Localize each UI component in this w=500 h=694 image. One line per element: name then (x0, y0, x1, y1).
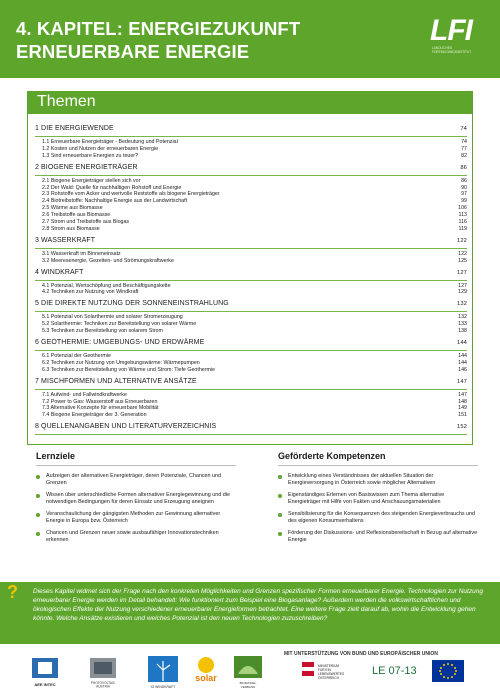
bullet-item (278, 473, 478, 487)
bullet-item (278, 511, 478, 525)
chapter-title-line1: 4. KAPITEL: ENERGIEZUKUNFT (16, 18, 301, 39)
svg-text:BIOMASSE-: BIOMASSE- (239, 681, 257, 685)
sponsor-footer (0, 646, 500, 694)
toc-entry-page: 122 (458, 250, 467, 257)
toc-entry-label: 2.4 Biotreibstoffe: Nachhaltige Energie aus der Landwirtschaft (42, 198, 188, 205)
lernziele-list (36, 473, 236, 549)
toc-section (35, 236, 467, 246)
toc-divider (35, 280, 467, 281)
toc-entry-label: 6.1 Potenzial der Geothermie (42, 353, 111, 360)
bullet-dot-icon (278, 475, 282, 479)
toc-entry-page: 149 (458, 405, 467, 412)
svg-text:FÜR EIN: FÜR EIN (318, 668, 331, 672)
toc-section-page: 74 (460, 126, 467, 132)
lfi-logo (426, 16, 486, 58)
le-07-13-label: LE 07-13 (372, 665, 417, 677)
toc-entry (35, 191, 467, 198)
toc-section-label: 6 GEOTHERMIE: UMGEBUNGS- UND ERDWÄRME (35, 339, 205, 347)
bullet-dot-icon (36, 475, 40, 479)
toc-entry-page: 151 (458, 412, 467, 419)
table-of-contents (35, 124, 467, 437)
themen-panel (27, 91, 473, 445)
toc-entry (35, 258, 467, 265)
bullet-dot-icon (278, 532, 282, 536)
toc-entry (35, 153, 467, 160)
toc-section (35, 299, 467, 309)
kompetenzen-divider (278, 465, 478, 466)
toc-entry (35, 139, 467, 146)
toc-entry-label: 5.3 Techniken zur Bereitstellung von solarem Strom (42, 328, 163, 335)
eu-flag-logo (430, 658, 466, 684)
toc-entry-label: 2.2 Der Wald: Quelle für nachhaltigen Rohstoff und Energie (42, 184, 182, 191)
toc-entry-label: 3.2 Meeresenergie, Gezeiten- und Strömungskraftwerke (42, 257, 174, 264)
toc-entry-label: 7.4 Biogene Energieträger der 3. Generation (42, 412, 147, 419)
bullet-item (36, 492, 236, 506)
bullet-text: Aufzeigen der alternativen Energieträger, deren Potenziale, Chancen und Grenzen (46, 473, 222, 486)
toc-entry (35, 212, 467, 219)
toc-section-page: 152 (457, 424, 467, 431)
toc-entry (35, 178, 467, 185)
toc-entry (35, 360, 467, 367)
toc-entry (35, 185, 467, 192)
toc-entry (35, 219, 467, 226)
toc-entry (35, 251, 467, 258)
toc-divider (35, 389, 467, 390)
toc-entry-label: 7.1 Aufwind- und Fallwindkraftwerke (42, 391, 127, 398)
chapter-header (0, 0, 500, 78)
toc-entry-label: 1.3 Sind erneuerbare Energien zu teuer? (42, 152, 138, 159)
toc-divider (35, 175, 467, 176)
ministerium-logo (300, 660, 360, 690)
bullet-item (36, 473, 236, 487)
question-mark-icon: ? (7, 582, 18, 602)
toc-section (35, 268, 467, 278)
toc-entry-label: 2.3 Rohstoffe vom Acker und wertvolle Reststoffe als biogene Energieträger (42, 191, 220, 198)
question-text: Dieses Kapitel widmet sich der Frage nach den konkreten Möglichkeiten und Grenzen spezifischer Formen erneuerbarer Energie. Technologien zur Nutzung erneuerbarer Energie werden im Detail behandelt: Wie funktioniert zum Beispiel eine Biogasanlage? Außerdem werden die volkswirtschaftlichen und ökologischen Effekte der Nutzung verschiedener erneuerbarer Energieformen betrachtet. Eine weitere Frage zielt darauf ab, wohin die Entwicklung gehen könnte. Welche Ansätze existieren und welches Potenzial ist den neuen Technologien zuzuschreiben? (33, 588, 483, 622)
toc-entry-page: 148 (458, 398, 467, 405)
toc-entry (35, 328, 467, 335)
svg-text:VERBAND: VERBAND (240, 685, 256, 689)
toc-entry-page: 133 (458, 321, 467, 328)
toc-section (35, 124, 467, 134)
toc-entry-page: 144 (458, 359, 467, 366)
toc-entry-page: 144 (458, 353, 467, 360)
toc-entry-page: 74 (461, 139, 467, 145)
toc-entry-page: 82 (461, 152, 467, 159)
toc-section-page: 122 (457, 237, 467, 244)
toc-section-label: 5 DIE DIREKTE NUTZUNG DER SONNENEINSTRAHLUNG (35, 300, 229, 308)
toc-entry-label: 5.1 Potenzial von Solarthermie und solarer Stromerzeugung (42, 314, 183, 321)
bullet-dot-icon (278, 513, 282, 517)
svg-text:ÖSTERREICH: ÖSTERREICH (318, 676, 339, 680)
toc-entry-label: 2.7 Strom und Treibstoffe aus Biogas (42, 219, 130, 226)
toc-entry-label: 3.1 Wasserkraft im Binneneinsatz (42, 250, 121, 257)
bullet-text: Chancen und Grenzen neuer sowie ausbaufähiger Innovationstechniken erkennen (46, 530, 219, 543)
chapter-title-line2: ERNEUERBARE ENERGIE (16, 41, 250, 62)
bullet-item (278, 492, 478, 506)
bullet-item (36, 511, 236, 525)
toc-entry (35, 353, 467, 360)
toc-entry-label: 2.5 Wärme aus Biomasse (42, 205, 103, 212)
austria-solar-logo (186, 654, 226, 690)
toc-entry-label: 2.6 Treibstoffe aus Biomasse (42, 212, 111, 219)
toc-entry-page: 86 (461, 177, 467, 184)
toc-entry (35, 412, 467, 419)
lfi-logo-text: LFI (430, 14, 472, 47)
ig-windkraft-logo (146, 654, 180, 690)
kompetenzen-title: Geförderte Kompetenzen (278, 451, 386, 461)
toc-section-label: 2 BIOGENE ENERGIETRÄGER (35, 163, 138, 171)
toc-entry-page: 97 (461, 191, 467, 198)
toc-entry (35, 198, 467, 205)
toc-entry (35, 321, 467, 328)
lfi-logo-subtitle: LÄNDLICHES FORTBILDUNGSINSTITUT (432, 46, 472, 54)
bullet-dot-icon (36, 513, 40, 517)
toc-entry-label: 7.2 Power to Gas: Wasserstoff aus Erneuerbaren (42, 398, 158, 405)
toc-entry-page: 132 (458, 314, 467, 321)
toc-section-label: 7 MISCHFORMEN UND ALTERNATIVE ANSÄTZE (35, 377, 197, 385)
toc-entry-page: 138 (458, 328, 467, 335)
toc-entry-page: 125 (458, 257, 467, 264)
toc-entry-page: 99 (461, 198, 467, 205)
aee-intec-label: AEE INTEC (34, 682, 56, 687)
toc-entry-label: 6.2 Techniken zur Nutzung von Umgebungswärme: Wärmepumpen (42, 359, 200, 366)
themen-heading-bar (28, 92, 472, 114)
toc-entry (35, 283, 467, 290)
bullet-text: Veranschaulichung der gängigsten Methoden zur Gewinnung alternativer Energie in Europa bzw. Österreich (46, 511, 221, 524)
bullet-dot-icon (36, 494, 40, 498)
austria-solar-label: solar (195, 673, 217, 683)
aee-intec-logo (30, 656, 60, 688)
toc-entry-page: 90 (461, 184, 467, 191)
toc-entry (35, 405, 467, 412)
toc-entry-page: 77 (461, 145, 467, 152)
toc-entry-label: 4.2 Techniken zur Nutzung von Windkraft (42, 289, 139, 296)
toc-entry-label: 4.1 Potenzial, Wertschöpfung und Beschäftigungskette (42, 282, 171, 289)
toc-entry (35, 392, 467, 399)
toc-entry-label: 1.2 Kosten und Nutzen der erneuerbaren Energie (42, 145, 159, 152)
bullet-text: Entwicklung eines Verständnisses der aktuellen Situation der Energieversorgung in Österreich sowie möglicher Alternativen (288, 473, 436, 486)
toc-section (35, 338, 467, 348)
toc-divider (35, 434, 467, 435)
bullet-text: Sensibilisierung für die Konsequenzen des steigenden Energieverbrauchs und des eigenen Konsumverhaltens (288, 511, 476, 524)
svg-text:MINISTERIUM: MINISTERIUM (318, 664, 340, 668)
toc-divider (35, 350, 467, 351)
lernziele-title: Lernziele (36, 451, 76, 461)
toc-entry (35, 314, 467, 321)
toc-entry-page: 129 (458, 289, 467, 296)
toc-section-label: 4 WINDKRAFT (35, 268, 84, 276)
toc-entry-label: 6.3 Techniken zur Bereitstellung von Wärme und Strom: Tiefe Geothermie (42, 366, 216, 373)
toc-entry-page: 116 (458, 219, 467, 226)
toc-section (35, 377, 467, 387)
toc-entry-page: 106 (458, 205, 467, 212)
toc-entry-label: 7.3 Alternative Konzepte für erneuerbare Mobilität (42, 405, 159, 412)
toc-divider (35, 311, 467, 312)
toc-entry-label: 2.1 Biogene Energieträger stellen sich vor (42, 177, 141, 184)
themen-heading: Themen (37, 93, 96, 110)
toc-section-label: 8 QUELLENANGABEN UND LITERATURVERZEICHNIS (35, 423, 217, 431)
svg-text:PHOTOVOLTAIC: PHOTOVOLTAIC (90, 681, 116, 685)
toc-entry-label: 2.8 Strom aus Biomasse (42, 225, 100, 232)
toc-entry (35, 399, 467, 406)
bullet-text: Förderung der Diskussions- und Reflexionsbereitschaft in Bezug auf alternative Energie (288, 530, 478, 543)
biomasse-verband-logo (228, 654, 268, 690)
toc-section-page: 127 (457, 269, 467, 276)
toc-entry (35, 205, 467, 212)
bullet-item (36, 530, 236, 544)
toc-divider (35, 136, 467, 137)
bullet-text: Wissen über unterschiedliche Formen alternativer Energiegewinnung und die notwendigen Bedingungen für deren Einsatz und Erzeugung aneignen (46, 492, 230, 505)
toc-section-page: 147 (457, 378, 467, 385)
toc-entry-page: 147 (458, 391, 467, 398)
toc-entry-label: 5.2 Solarthermie: Techniken zur Bereitstellung von solarer Wärme (42, 321, 197, 328)
photovoltaic-austria-logo (86, 656, 120, 688)
union-support-text: MIT UNTERSTÜTZUNG VON BUND UND EUROPÄISCHER UNION (284, 651, 438, 657)
toc-entry (35, 367, 467, 374)
toc-entry (35, 289, 467, 296)
toc-section-page: 86 (460, 164, 467, 171)
bullet-text: Eigenständiges Erlernen von Basiswissen zum Thema alternative Energieträger mit Hilfe von Fakten und Anschauungsmaterialien (288, 492, 445, 505)
toc-section (35, 163, 467, 173)
toc-section-label: 3 WASSERKRAFT (35, 236, 96, 244)
chapter-title (16, 17, 300, 63)
toc-entry-page: 127 (458, 282, 467, 289)
toc-entry-page: 113 (458, 212, 467, 219)
svg-text:IG WINDKRAFT: IG WINDKRAFT (150, 685, 176, 689)
toc-section-page: 144 (457, 340, 467, 347)
toc-entry-page: 119 (458, 225, 467, 232)
bullet-dot-icon (36, 532, 40, 536)
bullet-dot-icon (278, 494, 282, 498)
toc-section-page: 132 (457, 301, 467, 308)
toc-section-label: 1 DIE ENERGIEWENDE (35, 125, 114, 132)
toc-entry-page: 146 (458, 366, 467, 373)
toc-divider (35, 248, 467, 249)
svg-text:AUSTRIA: AUSTRIA (96, 684, 110, 688)
le-07-13-logo (370, 660, 420, 684)
bullet-item (278, 530, 478, 544)
toc-entry (35, 146, 467, 153)
lernziele-divider (36, 465, 236, 466)
question-box (0, 582, 500, 644)
svg-text:LEBENSWERTES: LEBENSWERTES (318, 672, 345, 676)
toc-section (35, 422, 467, 432)
toc-entry-label: 1.1 Erneuerbare Energieträger - Bedeutung und Potenzial (42, 139, 178, 145)
kompetenzen-list (278, 473, 478, 549)
toc-entry (35, 226, 467, 233)
